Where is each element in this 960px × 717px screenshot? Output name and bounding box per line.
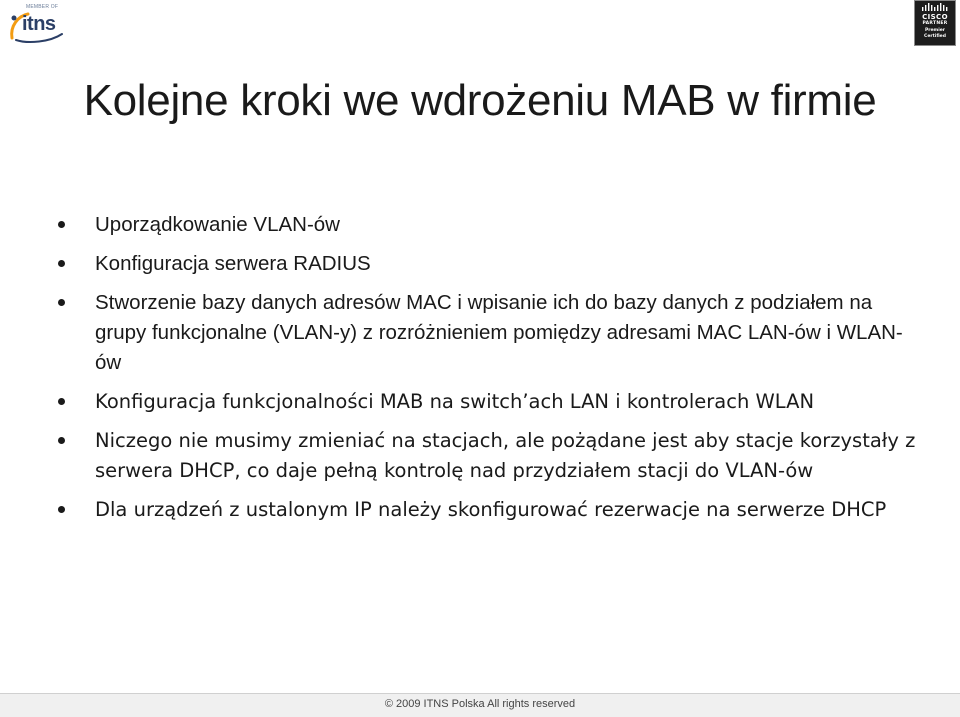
copyright-text: © 2009 ITNS Polska All rights reserved xyxy=(384,698,576,710)
itns-logo xyxy=(8,4,66,42)
footer-bar xyxy=(0,693,960,717)
badge-level: Premier xyxy=(924,28,946,33)
bullet-item xyxy=(58,387,918,417)
bullet-text: Konfiguracja funkcjonalności MAB na switch’ach LAN i kontrolerach WLAN xyxy=(95,390,815,413)
bullet-item xyxy=(58,495,918,525)
bullet-text: Uporządkowanie VLAN-ów xyxy=(95,213,340,236)
badge-certified: Certified xyxy=(924,34,946,39)
bullet-text: Konfiguracja serwera RADIUS xyxy=(95,252,371,275)
bullet-dot-icon xyxy=(58,260,65,267)
bullet-dot-icon xyxy=(58,506,65,513)
bullet-text: Niczego nie musimy zmieniać na stacjach, ale pożądane jest aby stacje korzystały z serwera DHCP, co daje pełną kontrolę nad przydziałem stacji do VLAN-ów xyxy=(95,429,916,482)
bullet-dot-icon xyxy=(58,398,65,405)
bullet-text: Dla urządzeń z ustalonym IP należy skonfigurować rezerwacje na serwerze DHCP xyxy=(95,498,887,521)
bullet-dot-icon xyxy=(58,221,65,228)
bullet-dot-icon xyxy=(58,437,65,444)
logo-brand: itns xyxy=(22,13,56,35)
cisco-bridge-icon xyxy=(915,1,955,13)
logo-tagline: MEMBER OF xyxy=(26,4,59,10)
bullet-text: Stworzenie bazy danych adresów MAC i wpisanie ich do bazy danych z podziałem na grupy funkcjonalne (VLAN-y) z rozróżnieniem pomiędzy adresami MAC LAN-ów i WLAN-ów xyxy=(95,291,903,374)
badge-partner-word: PARTNER xyxy=(922,21,948,26)
bullet-item xyxy=(58,210,918,240)
bullet-item xyxy=(58,249,918,279)
slide-title: Kolejne kroki we wdrożeniu MAB w firmie xyxy=(83,76,877,125)
bullet-item xyxy=(58,288,918,378)
badge-cisco-word: CISCO xyxy=(922,13,948,21)
bullet-dot-icon xyxy=(58,299,65,306)
bullet-item xyxy=(58,426,918,486)
bullet-list xyxy=(58,210,918,534)
cisco-partner-badge xyxy=(914,0,956,46)
